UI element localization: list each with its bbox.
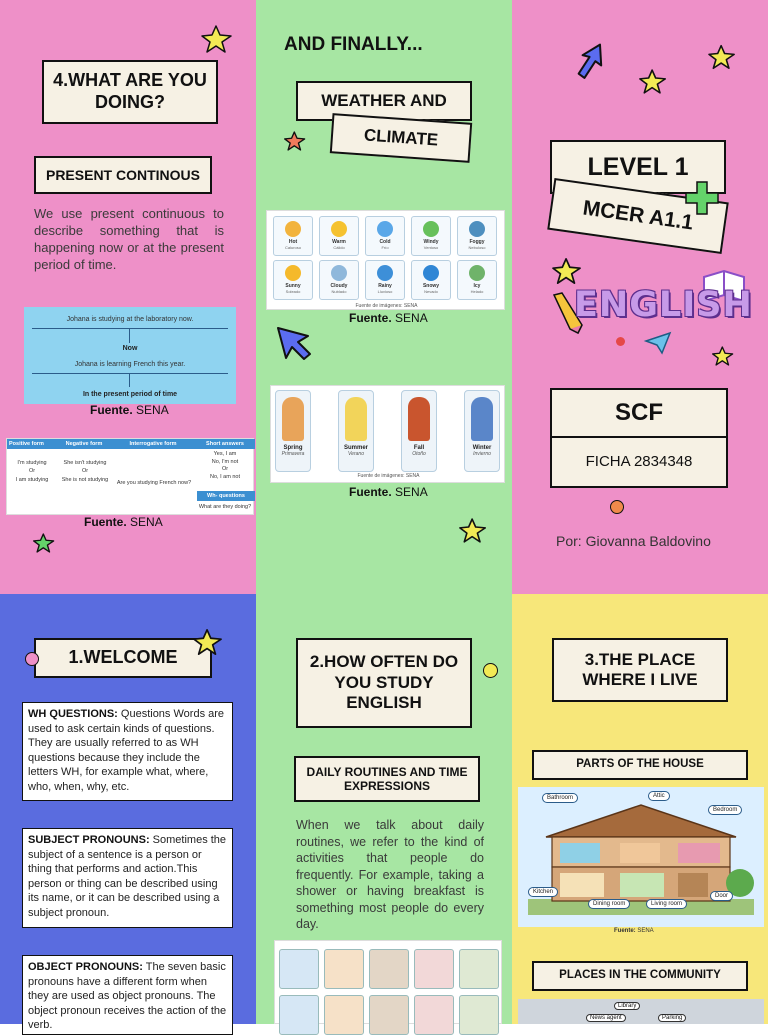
grammar-table: [6, 438, 254, 515]
dot-icon: [483, 663, 498, 678]
sun-icon: [331, 221, 347, 237]
climate-tag: CLIMATE: [330, 113, 472, 163]
house-label: Attic: [648, 791, 670, 801]
weather-card: [457, 260, 497, 300]
routine-tile: [414, 995, 454, 1035]
panel-welcome: [0, 594, 256, 1032]
seasons-image: [270, 385, 505, 483]
snow-icon: [423, 265, 439, 281]
season-sublabel: Invierno: [473, 451, 491, 457]
thermometer-icon: [285, 221, 301, 237]
star-icon: [712, 345, 734, 367]
season-card: [338, 390, 374, 472]
english-logo: [552, 255, 752, 370]
intro-heading: AND FINALLY...: [284, 34, 423, 55]
weather-label: Cloudy: [330, 283, 348, 289]
daily-routines-text: When we talk about daily routines, we refer to the kind of activities that people do frequently. For example, taking a shower or having breakfast is something most people do every day.: [296, 818, 484, 931]
star-icon: [459, 517, 487, 544]
star-icon: [708, 44, 736, 70]
source-caption: Fuente. SENA: [84, 515, 163, 529]
source-caption: Fuente. SENA: [90, 403, 169, 417]
dot-icon: [616, 337, 625, 346]
season-label: Winter: [472, 445, 492, 451]
star-icon: [201, 24, 233, 54]
weather-sublabel: Nevado: [424, 289, 438, 294]
weather-tag: WEATHER AND: [296, 81, 472, 121]
timeline-diagram: [24, 307, 236, 404]
routines-image: [274, 940, 502, 1024]
season-label: Spring: [283, 445, 303, 451]
house-label: Dining room: [588, 899, 630, 909]
map-label: Parking: [658, 1014, 686, 1022]
timeline-period: In the present period of time: [82, 391, 178, 398]
table-header: Interrogative form: [129, 441, 177, 447]
timeline-tick: [129, 328, 130, 343]
weather-card: [273, 216, 313, 256]
panel-what-are-you-doing: [0, 0, 256, 594]
person-figure-icon: [408, 397, 430, 441]
weather-sublabel: Nublado: [331, 289, 347, 294]
table-wh-example: What are they doing?: [198, 504, 252, 510]
section-title: 3.THE PLACE WHERE I LIVE: [552, 638, 728, 702]
weather-card: [457, 216, 497, 256]
section-subtitle: PRESENT CONTINOUS: [34, 156, 212, 194]
weather-card: [365, 260, 405, 300]
section-title: 1.WELCOME: [34, 638, 212, 678]
source-caption: Fuente. SENA: [349, 485, 428, 499]
person-figure-icon: [471, 397, 493, 441]
weather-label: Sunny: [285, 283, 301, 289]
weather-card: [319, 260, 359, 300]
pointer-arrow-icon: [274, 322, 314, 362]
section-title: 2.HOW OFTEN DO YOU STUDY ENGLISH: [296, 638, 472, 728]
person-figure-icon: [282, 397, 304, 441]
paper-plane-icon: [644, 331, 672, 355]
house-label: Kitchen: [528, 887, 558, 897]
star-icon: [193, 628, 223, 656]
house-label: Bedroom: [708, 805, 742, 815]
house-image: [518, 787, 764, 934]
places-community-label: PLACES IN THE COMMUNITY: [532, 961, 748, 991]
weather-label: Rainy: [378, 283, 392, 289]
ficha-label: FICHA 2834348: [550, 436, 728, 488]
season-label: Fall: [413, 445, 425, 451]
routine-tile: [369, 995, 409, 1035]
present-continuous-text: We use present continuous to describe something that is happening now or at the present period of time.: [34, 206, 224, 273]
subject-pronouns-card: SUBJECT PRONOUNS: Sometimes the subject of a sentence is a person or thing that performs and action.This person or thing can be described using its name, or it can be described using a subject pronoun.: [22, 828, 233, 928]
dot-icon: [25, 652, 39, 666]
weather-card: [319, 216, 359, 256]
table-cell-short: Yes, I am No, I'm not Or No, I am not: [210, 451, 240, 481]
weather-label: Windy: [423, 239, 439, 245]
community-map-image: [518, 999, 764, 1024]
parts-of-house-label: PARTS OF THE HOUSE: [532, 750, 748, 780]
plus-icon: [684, 180, 720, 216]
weather-label: Hot: [288, 239, 298, 245]
pointer-arrow-icon: [572, 42, 608, 80]
routine-tile: [459, 995, 499, 1035]
weather-label: Icy: [473, 283, 481, 289]
star-icon: [639, 68, 667, 95]
season-card: [464, 390, 500, 472]
rain-icon: [377, 265, 393, 281]
weather-sublabel: Helado: [470, 289, 484, 294]
map-label: News agent: [586, 1014, 626, 1022]
dot-icon: [610, 500, 624, 514]
weather-label: Cold: [379, 239, 391, 245]
routine-tile: [414, 949, 454, 989]
house-label: Living room: [646, 899, 687, 909]
season-card: [275, 390, 311, 472]
panel-place: [512, 594, 768, 1024]
english-word: ENGLISH: [574, 285, 753, 325]
table-header: Short answers: [206, 441, 244, 447]
ice-icon: [469, 265, 485, 281]
routine-tile: [459, 949, 499, 989]
weather-image: [266, 210, 505, 310]
routine-tile: [279, 949, 319, 989]
image-caption: Fuente de imágenes: SENA: [355, 303, 418, 309]
table-cell-positive: I'm studying Or I am studying: [15, 460, 49, 483]
object-pronouns-card: OBJECT PRONOUNS: The seven basic pronouns have a different form when they are used as object pronouns. The object pronoun receives the action of the verb.: [22, 955, 233, 1035]
mcer-label: MCER A1.1: [547, 178, 729, 254]
table-header: Negative form: [65, 441, 103, 447]
weather-sublabel: Nebuloso: [468, 245, 486, 250]
timeline-line2: Johana is learning French this year.: [74, 361, 186, 368]
star-icon: [33, 532, 55, 554]
timeline-tick: [129, 373, 130, 387]
routine-tile: [279, 995, 319, 1035]
section-subtitle: DAILY ROUTINES AND TIME EXPRESSIONS: [294, 756, 480, 802]
timeline-arrow-1: [32, 328, 228, 329]
table-cell-negative: She isn't studying Or She is not studying: [61, 460, 109, 483]
scf-label: SCF: [550, 388, 728, 438]
season-card: [401, 390, 437, 472]
weather-sublabel: Cálido: [333, 245, 345, 250]
table-header: Positive form: [9, 441, 44, 447]
image-caption: Fuente de imágenes: SENA: [357, 473, 420, 479]
weather-label: Warm: [332, 239, 346, 245]
weather-card: [411, 216, 451, 256]
weather-sublabel: Caluroso: [284, 245, 301, 250]
star-icon: [552, 257, 582, 285]
map-label: Library: [614, 1002, 640, 1010]
panel-cover: [512, 0, 768, 594]
weather-sublabel: Frío: [381, 245, 389, 250]
panel-weather: [256, 0, 512, 594]
source-caption: Fuente. SENA: [349, 311, 428, 325]
timeline-now: Now: [122, 345, 138, 352]
panel-how-often: [256, 594, 512, 1024]
level-label: LEVEL 1: [550, 140, 726, 194]
timeline-arrow-2: [32, 373, 228, 374]
cloud-icon: [331, 265, 347, 281]
person-figure-icon: [345, 397, 367, 441]
weather-sublabel: Lluvioso: [377, 289, 393, 294]
weather-card: [365, 216, 405, 256]
season-sublabel: Otoño: [412, 451, 426, 457]
routine-tile: [324, 995, 364, 1035]
season-sublabel: Primavera: [281, 451, 305, 457]
weather-card: [411, 260, 451, 300]
section-title: 4.WHAT ARE YOU DOING?: [42, 60, 218, 124]
source-caption: Fuente: SENA: [614, 928, 654, 934]
sun-icon: [285, 265, 301, 281]
thermometer-cold-icon: [377, 221, 393, 237]
season-sublabel: Verano: [348, 451, 364, 457]
weather-label: Snowy: [422, 283, 440, 289]
routine-tile: [369, 949, 409, 989]
wh-questions-card: WH QUESTIONS: Questions Words are used to ask certain kinds of questions. They are usually referred to as WH questions because they include the letters WH, for example what, where, who, when, why, etc.: [22, 702, 233, 801]
table-wh-header: Wh- questions: [197, 491, 255, 501]
star-icon: [284, 130, 306, 152]
wind-icon: [423, 221, 439, 237]
timeline-line1: Johana is studying at the laboratory now.: [66, 316, 194, 323]
weather-card: [273, 260, 313, 300]
weather-label: Foggy: [469, 239, 485, 245]
author-text: Por: Giovanna Baldovino: [556, 533, 711, 549]
season-label: Summer: [343, 445, 368, 451]
routine-tile: [324, 949, 364, 989]
weather-sublabel: Soleado: [285, 289, 301, 294]
fog-icon: [469, 221, 485, 237]
table-cell-interrogative: Are you studying French now?: [116, 480, 192, 486]
weather-sublabel: Ventoso: [423, 245, 439, 250]
house-label: Bathroom: [542, 793, 578, 803]
house-label: Door: [710, 891, 733, 901]
